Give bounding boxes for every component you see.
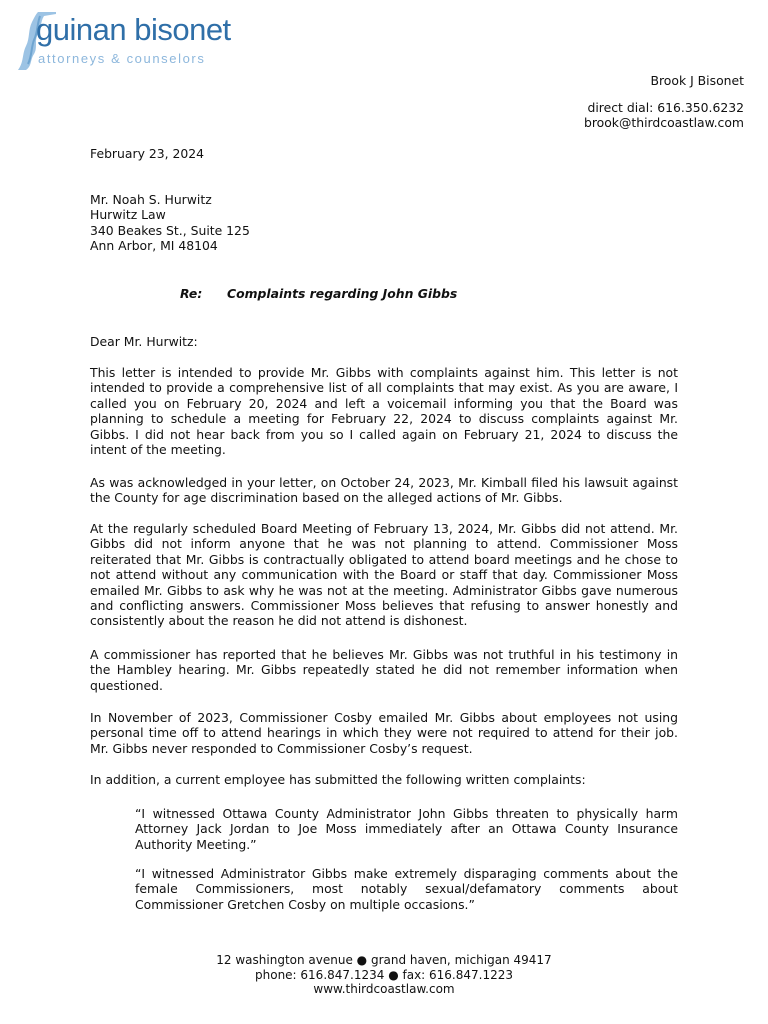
body-paragraph-5: In November of 2023, Commissioner Cosby emailed Mr. Gibbs about employees not using personal time off to attend hearings in which they were not required to attend for their job. Mr. Gibbs never responded to Commissioner Cosby’s request. [90, 710, 678, 756]
sender-name: Brook J Bisonet [650, 73, 744, 88]
complaint-quote-1: “I witnessed Ottawa County Administrator John Gibbs threaten to physically harm Attorney Jack Jordan to Joe Moss immediately after an Ottawa County Insurance Authority Meeting.” [135, 806, 678, 852]
footer [0, 953, 768, 997]
firm-tagline: attorneys & counselors [38, 51, 206, 66]
letter-date: February 23, 2024 [90, 146, 205, 161]
body-paragraph-3: At the regularly scheduled Board Meeting of February 13, 2024, Mr. Gibbs did not attend. Mr. Gibbs did not inform anyone that he was not planning to attend. Commissioner Moss reiterated that Mr. Gibbs is contractually obligated to attend board meetings and he chose to not attend without any communication with the Board or staff that day. Commissioner Moss emailed Mr. Gibbs to ask why he was not at the meeting. Administrator Gibbs gave numerous and conflicting answers. Commissioner Moss believes that refusing to answer honestly and consistently about the reason he did not attend is dishonest. [90, 521, 678, 629]
re-label: Re: [180, 286, 203, 301]
re-subject: Complaints regarding John Gibbs [227, 286, 458, 301]
recipient-firm: Hurwitz Law [90, 207, 166, 223]
salutation: Dear Mr. Hurwitz: [90, 334, 198, 349]
footer-phone-fax: phone: 616.847.1234 ● fax: 616.847.1223 [255, 967, 513, 982]
sender-email[interactable]: brook@thirdcoastlaw.com [583, 115, 744, 130]
firm-logo [16, 10, 256, 72]
body-paragraph-4: A commissioner has reported that he believes Mr. Gibbs was not truthful in his testimony in the Hambley hearing. Mr. Gibbs repeatedly stated he did not remember information when questioned. [90, 647, 678, 693]
recipient-street: 340 Beakes St., Suite 125 [90, 222, 250, 238]
recipient-city: Ann Arbor, MI 48104 [90, 238, 218, 254]
sender-direct-dial: direct dial: 616.350.6232 [587, 100, 744, 115]
body-paragraph-1: This letter is intended to provide Mr. Gibbs with complaints against him. This letter is not intended to provide a comprehensive list of all complaints that may exist. As you are aware, I called you on February 20, 2024 and left a voicemail informing you that the Board was planning to schedule a meeting for February 22, 2024 to discuss complaints against Mr. Gibbs. I did not hear back from you so I called again on February 21, 2024 to discuss the intent of the meeting. [90, 365, 678, 458]
complaint-quote-2: “I witnessed Administrator Gibbs make extremely disparaging comments about the female Commissioners, most notably sexual/defamatory comments about Commissioner Gretchen Cosby on multiple occasions.” [135, 866, 678, 912]
recipient-name: Mr. Noah S. Hurwitz [90, 192, 212, 207]
footer-address: 12 washington avenue ● grand haven, michigan 49417 [216, 953, 552, 967]
footer-website[interactable]: www.thirdcoastlaw.com [313, 982, 455, 997]
body-paragraph-6: In addition, a current employee has submitted the following written complaints: [90, 772, 586, 787]
body-paragraph-2: As was acknowledged in your letter, on October 24, 2023, Mr. Kimball filed his lawsuit against the County for age discrimination based on the alleged actions of Mr. Gibbs. [90, 475, 678, 506]
recipient-address [90, 192, 678, 254]
firm-name: guinan bisonet [36, 12, 231, 47]
